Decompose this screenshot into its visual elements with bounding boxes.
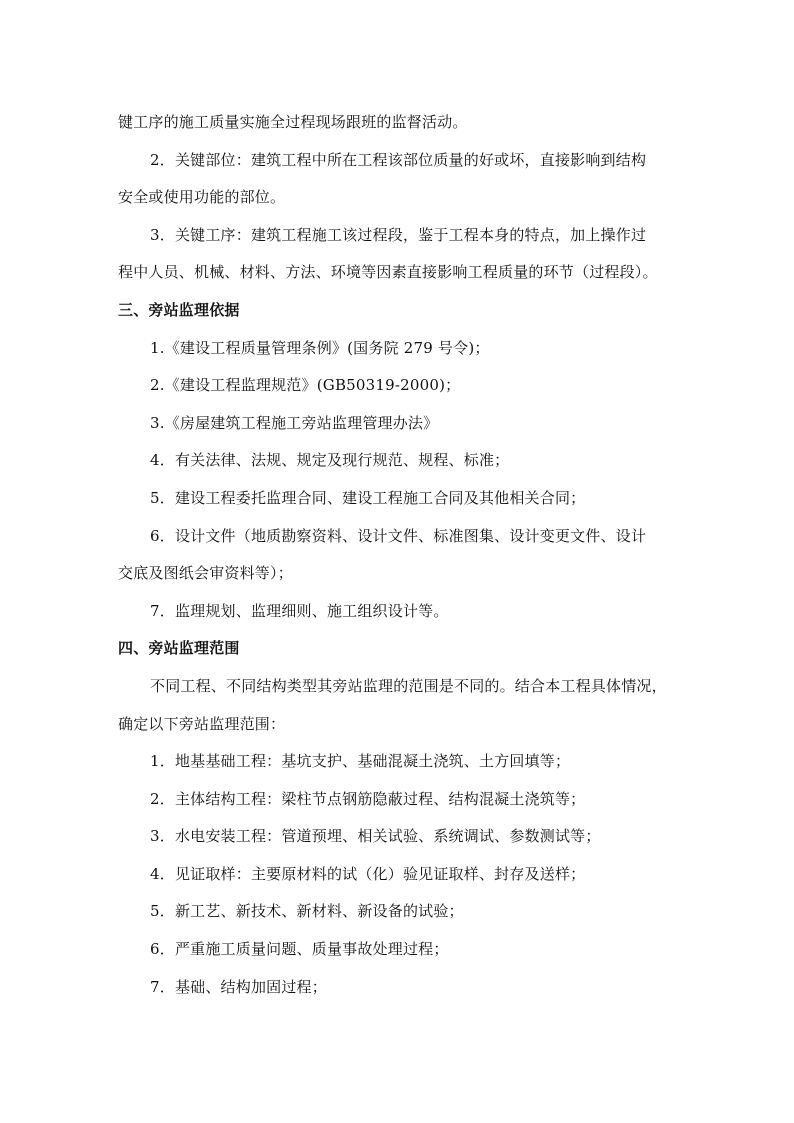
paragraph-line: 不同工程、不同结构类型其旁站监理的范围是不同的。结合本工程具体情况，	[150, 676, 667, 695]
section-heading: 三、旁站监理依据	[118, 300, 240, 319]
list-item: 1.《建设工程质量管理条例》(国务院 279 号令)；	[150, 338, 490, 357]
list-item: 5．新工艺、新技术、新材料、新设备的试验；	[150, 902, 464, 921]
paragraph-line: 键工序的施工质量实施全过程现场跟班的监督活动。	[118, 113, 468, 131]
list-item-continuation: 交底及图纸会审资料等）；	[118, 564, 293, 583]
list-item: 2．主体结构工程：梁柱节点钢筋隐蔽过程、结构混凝土浇筑等；	[150, 789, 586, 808]
section-heading: 四、旁站监理范围	[118, 639, 240, 658]
list-item: 4．见证取样：主要原材料的试（化）验见证取样、封存及送样；	[150, 864, 586, 883]
list-item: 7．监理规划、监理细则、施工组织设计等。	[150, 601, 449, 620]
paragraph-line: 3．关键工序：建筑工程施工该过程段，鉴于工程本身的特点，加上操作过	[150, 225, 647, 244]
list-item: 3．水电安装工程：管道预埋、相关试验、系统调试、参数测试等；	[150, 827, 601, 846]
list-item: 5．建设工程委托监理合同、建设工程施工合同及其他相关合同；	[150, 488, 586, 507]
paragraph-line: 安全或使用功能的部位。	[118, 188, 286, 207]
document-page	[118, 104, 678, 1006]
paragraph-line: 确定以下旁站监理范围：	[118, 714, 286, 733]
list-item: 2.《建设工程监理规范》(GB50319-2000)；	[150, 376, 461, 395]
list-item: 7．基础、结构加固过程；	[150, 977, 327, 996]
list-item: 4．有关法律、法规、规定及现行规范、规程、标准；	[150, 451, 510, 470]
list-item: 1．地基基础工程：基坑支护、基础混凝土浇筑、土方回填等；	[150, 752, 571, 771]
list-item: 6．设计文件（地质勘察资料、设计文件、标准图集、设计变更文件、设计	[150, 526, 647, 545]
paragraph-line: 2．关键部位：建筑工程中所在工程该部位质量的好或坏，直接影响到结构	[150, 150, 647, 169]
list-item: 3.《房屋建筑工程施工旁站监理管理办法》	[150, 413, 439, 432]
paragraph-line: 程中人员、机械、材料、方法、环境等因素直接影响工程质量的环节（过程段）。	[118, 263, 658, 282]
list-item: 6．严重施工质量问题、质量事故处理过程；	[150, 940, 449, 959]
